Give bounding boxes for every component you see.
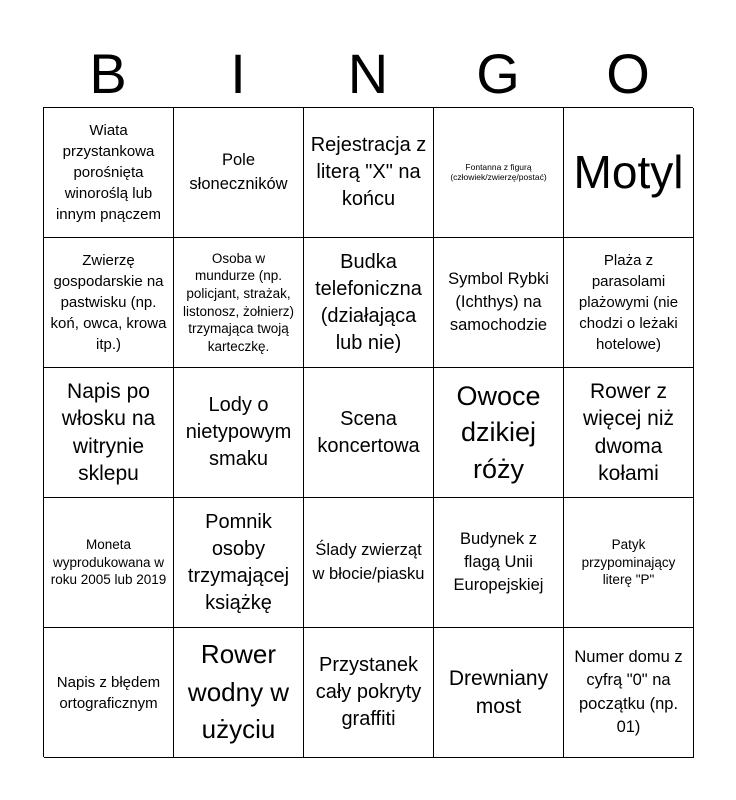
header-letter-g: G <box>476 42 520 105</box>
header-letter-o: O <box>606 42 650 105</box>
bingo-cell[interactable]: Moneta wyprodukowana w roku 2005 lub 2019 <box>44 498 174 628</box>
bingo-cell[interactable]: Wiata przystankowa porośnięta winoroślą lub innym pnączem <box>44 108 174 238</box>
bingo-cell[interactable]: Scena koncertowa <box>304 368 434 498</box>
bingo-cell[interactable]: Rower wodny w użyciu <box>174 628 304 758</box>
bingo-cell[interactable]: Owoce dzikiej róży <box>434 368 564 498</box>
bingo-cell[interactable]: Pomnik osoby trzymającej książkę <box>174 498 304 628</box>
bingo-cell[interactable]: Zwierzę gospodarskie na pastwisku (np. koń, owca, krowa itp.) <box>44 238 174 368</box>
header-letter-b: B <box>89 42 127 105</box>
bingo-cell[interactable]: Fontanna z figurą (człowiek/zwierzę/postać) <box>434 108 564 238</box>
bingo-cell[interactable]: Symbol Rybki (Ichthys) na samochodzie <box>434 238 564 368</box>
bingo-cell[interactable]: Przystanek cały pokryty graffiti <box>304 628 434 758</box>
header-letter-i: I <box>230 42 246 105</box>
bingo-cell[interactable]: Lody o nietypowym smaku <box>174 368 304 498</box>
bingo-cell[interactable]: Pole słoneczników <box>174 108 304 238</box>
bingo-cell[interactable]: Motyl <box>564 108 694 238</box>
header-letter-n: N <box>347 42 389 105</box>
bingo-header <box>43 40 693 108</box>
bingo-cell[interactable]: Budynek z flagą Unii Europejskiej <box>434 498 564 628</box>
bingo-cell[interactable]: Rower z więcej niż dwoma kołami <box>564 368 694 498</box>
bingo-cell[interactable]: Budka telefoniczna (działająca lub nie) <box>304 238 434 368</box>
bingo-cell[interactable]: Drewniany most <box>434 628 564 758</box>
bingo-cell[interactable]: Napis z błędem ortograficznym <box>44 628 174 758</box>
bingo-cell[interactable]: Numer domu z cyfrą "0" na początku (np. 01) <box>564 628 694 758</box>
bingo-cell[interactable]: Patyk przypominający literę "P" <box>564 498 694 628</box>
bingo-grid <box>43 107 693 757</box>
bingo-cell[interactable]: Rejestracja z literą "X" na końcu <box>304 108 434 238</box>
bingo-cell[interactable]: Ślady zwierząt w błocie/piasku <box>304 498 434 628</box>
bingo-cell[interactable]: Napis po włosku na witrynie sklepu <box>44 368 174 498</box>
bingo-cell[interactable]: Plaża z parasolami plażowymi (nie chodzi o leżaki hotelowe) <box>564 238 694 368</box>
bingo-cell[interactable]: Osoba w mundurze (np. policjant, strażak, listonosz, żołnierz) trzymająca twoją karteczkę. <box>174 238 304 368</box>
